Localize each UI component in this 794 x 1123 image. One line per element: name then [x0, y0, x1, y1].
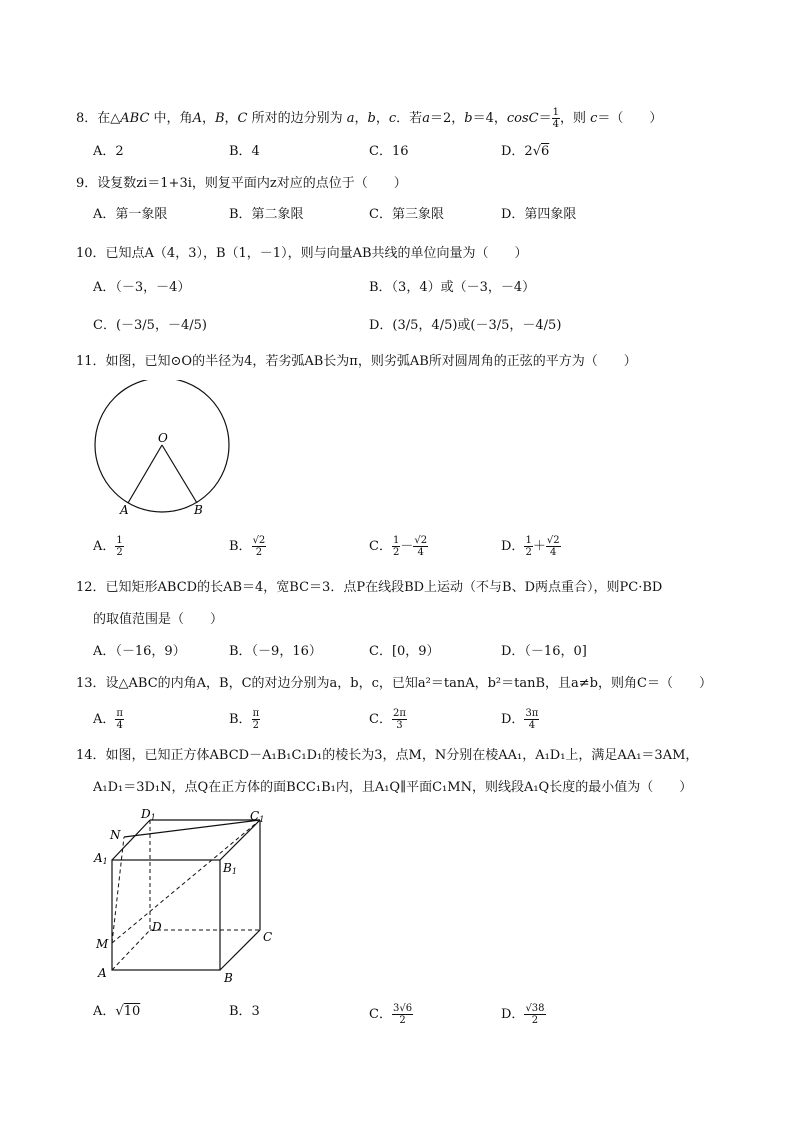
question-8-stem [76, 107, 736, 130]
label-c1: C1 [250, 809, 265, 824]
q8-visible-stem: 8．在△ABC 中，角A，B，C 所对的边分别为 a，b，c．若a＝2，b＝4，cosC＝ $\frac{1}{4}$ ，则 c＝（ ） [76, 107, 663, 130]
q8-option-c[interactable]: C．16 [369, 144, 409, 159]
label-b1: B1 [223, 861, 237, 876]
q11-option-c[interactable]: C． $\frac{1}{2}$ － $\frac{√2}{4}$ [369, 535, 428, 558]
q9-option-d[interactable]: D．第四象限 [501, 207, 577, 222]
edge-a-d-hidden [112, 930, 150, 970]
q8-option-a[interactable]: A．2 [93, 144, 124, 159]
label-o: O [158, 431, 168, 445]
label-d: D [152, 920, 162, 934]
q10-option-a[interactable]: A．（－3，－4） [93, 280, 191, 295]
question-14-stem-2: A₁D₁＝3D₁N，点Q在正方体的面BCC₁B₁内，且A₁Q∥平面C₁MN，则线段A₁Q长度的最小值为（ ） [93, 780, 693, 795]
question-12-stem: 12．已知矩形ABCD的长AB＝4，宽BC＝3．点P在线段BD上运动（不与B、D两点重合），则PC·BD [76, 580, 663, 595]
label-a: A [120, 503, 129, 517]
q13-option-c[interactable]: C． $\frac{2\pi}{3}$ [369, 708, 406, 731]
q10-option-c[interactable]: C．(－3/5，－4/5) [93, 318, 207, 333]
q9-option-c[interactable]: C．第三象限 [369, 207, 444, 222]
q12-option-d[interactable]: D．（－16，0] [501, 644, 587, 659]
radius-oa [128, 445, 162, 503]
q12-option-a[interactable]: A．（－16，9） [93, 644, 186, 659]
label-m: M [96, 937, 109, 951]
edge-b1-c1 [220, 820, 260, 860]
edge-b-c [220, 930, 260, 970]
question-10-stem: 10．已知点A（4，3），B（1，－1），则与向量AB共线的单位向量为（ ） [76, 246, 528, 261]
label-c: C [263, 930, 273, 944]
q13-option-d[interactable]: D． $\frac{3\pi}{4}$ [501, 708, 539, 731]
q8-option-d[interactable]: D．2√6 [501, 144, 550, 159]
q9-option-a[interactable]: A．第一象限 [93, 207, 168, 222]
q14-option-a[interactable]: A．√10 [93, 1004, 141, 1019]
q11-option-d[interactable]: D． $\frac{1}{2}$ ＋ $\frac{√2}{4}$ [501, 535, 560, 558]
q10-option-d[interactable]: D．(3/5，4/5)或(－3/5，－4/5) [369, 318, 562, 333]
circle-figure [90, 380, 240, 520]
q13-option-b[interactable]: B． $\frac{\pi}{2}$ [229, 708, 260, 731]
radius-ob [162, 445, 197, 503]
q14-option-d[interactable]: D． $\frac{√38}{2}$ [501, 1003, 545, 1026]
q11-option-a[interactable]: A． $\frac{1}{2}$ [93, 535, 123, 558]
label-a1: A1 [94, 851, 108, 866]
question-9-stem: 9．设复数zi＝1+3i，则复平面内z对应的点位于（ ） [76, 176, 407, 191]
question-14-stem: 14．如图，已知正方体ABCD－A₁B₁C₁D₁的棱长为3，点M，N分别在棱AA₁，A₁D₁上，满足AA₁＝3AM， [76, 748, 699, 763]
q9-option-b[interactable]: B．第二象限 [229, 207, 304, 222]
segment-n-c1 [124, 820, 260, 837]
label-b: B [224, 971, 233, 985]
question-11-stem: 11．如图，已知⊙O的半径为4，若劣弧AB长为π，则劣弧AB所对圆周角的正弦的平方为（ ） [76, 354, 637, 369]
q12-option-c[interactable]: C．[0，9） [369, 644, 440, 659]
label-d1: D1 [141, 807, 156, 822]
q12-option-b[interactable]: B．（－9，16） [229, 644, 322, 659]
label-a: A [98, 966, 107, 980]
cube-figure [90, 805, 290, 990]
label-b: B [194, 503, 203, 517]
question-13-stem: 13．设△ABC的内角A，B，C的对边分别为a，b，c，已知a²＝tanA，b²＝tanB，且a≠b，则角C＝（ ） [76, 676, 712, 691]
q11-option-b[interactable]: B． $\frac{√2}{2}$ [229, 535, 266, 558]
question-12-stem-2: 的取值范围是（ ） [93, 612, 224, 627]
q10-option-b[interactable]: B．（3，4）或（－3，－4） [369, 280, 536, 295]
q8-option-b[interactable]: B．4 [229, 144, 260, 159]
q14-option-c[interactable]: C． $\frac{3√6}{2}$ [369, 1003, 413, 1026]
q13-option-a[interactable]: A． $\frac{\pi}{4}$ [93, 708, 123, 731]
segment-m-c1 [112, 820, 260, 943]
q14-option-b[interactable]: B．3 [229, 1004, 260, 1019]
label-n: N [110, 828, 121, 842]
